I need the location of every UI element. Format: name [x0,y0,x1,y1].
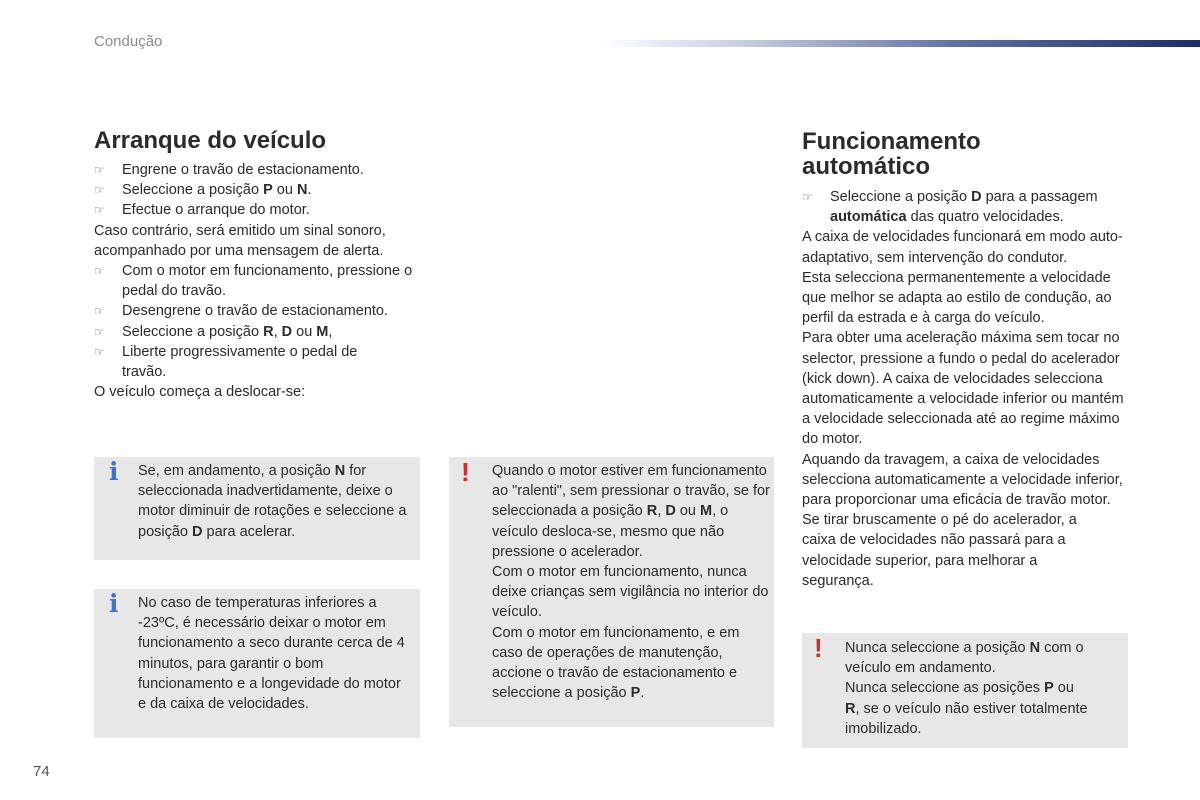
header-section-title: Condução [94,33,163,50]
section-heading-automatic: Funcionamento automático [802,128,981,180]
note-text: Com o motor em funcionamento, e em caso de operações de manutenção, accione o travão de estacionamento e seleccione a posição P. [492,624,740,702]
note-text: Se, em andamento, a posição N for seleccionada inadvertidamente, deixe o motor diminuir de rotações e seleccione a posição D para acelerar. [138,463,407,540]
info-note-neutral [94,457,420,560]
exclamation-icon: ! [461,457,470,487]
paragraph: O veículo começa a deslocar-se: [94,384,306,401]
paragraph: Para obter uma aceleração máxima sem tocar no selector, pressione a fundo o pedal do acelerador (kick down). A caixa de velocidades selecciona automaticamente a velocidade inferior ou mantém a velocidade seleccionada até ao regime máximo do motor. [802,330,1124,448]
paragraph: Esta selecciona permanentemente a velocidade que melhor se adapta ao estilo de condução, ao perfil da estrada e à carga do veículo. [802,269,1112,327]
pointing-hand-icon: ☞ [94,183,105,198]
note-text: Nunca seleccione as posições P ou R, se o veículo não estiver totalmente imobilizado. [845,680,1088,737]
list-item: ☞ Desengrene o travão de estacionamento. [94,301,426,321]
warning-note-never [802,633,1128,748]
pointing-hand-icon: ☞ [94,163,105,177]
info-icon: i [109,589,119,618]
note-text: Quando o motor estiver em funcionamento ao "ralenti", sem pressionar o travão, se for seleccionada a posição R, D ou M, o veículo desloca-se, mesmo que não pressione o acelerador. [492,463,770,560]
paragraph: A caixa de velocidades funcionará em modo auto-adaptativo, sem intervenção do condutor. [802,229,1123,266]
note-text: Com o motor em funcionamento, nunca deixe crianças sem vigilância no interior do veículo. [492,564,769,621]
list-item: ☞ Seleccione a posição R, D ou M, [94,322,426,342]
list-item: ☞ Liberte progressivamente o pedal de travão. [94,343,358,381]
list-item: ☞ Com o motor em funcionamento, pressione o pedal do travão. [94,263,413,300]
info-icon: i [109,457,119,486]
list-item: ☞ Seleccione a posição P ou N. [94,180,426,200]
section-heading-starting: Arranque do veículo [94,127,327,154]
pointing-hand-icon: ☞ [94,324,105,339]
note-text: Nunca seleccione a posição N com o veículo em andamento. [845,640,1084,677]
list-item: ☞ Engrene o travão de estacionamento. [94,160,426,180]
paragraph: Caso contrário, será emitido um sinal sonoro, acompanhado por uma mensagem de alerta. [94,222,386,259]
paragraph: Aquando da travagem, a caixa de velocidades selecciona automaticamente a velocidade inferior, para proporcionar uma eficácia de travão motor. [802,451,1123,509]
header-gradient-bar [600,40,1200,47]
warning-note-idle [449,457,774,727]
pointing-hand-icon: ☞ [94,264,105,279]
left-column [94,128,426,402]
note-text: No caso de temperaturas inferiores a -23ºC, é necessário deixar o motor em funcionamento a seco durante cerca de 4 minutos, para garantir o bom funcionamento e a longevidade do motor e da caixa de velocidades. [138,595,405,713]
list-item: ☞ Efectue o arranque do motor. [94,200,426,220]
exclamation-icon: ! [814,633,823,663]
paragraph: Se tirar bruscamente o pé do acelerador, a caixa de velocidades não passará para a velocidade superior, para melhorar a segurança. [802,512,1077,589]
pointing-hand-icon: ☞ [94,344,105,359]
pointing-hand-icon: ☞ [94,304,105,319]
pointing-hand-icon: ☞ [802,190,813,204]
pointing-hand-icon: ☞ [94,203,105,218]
list-item: ☞ Seleccione a posição D para a passagem automática das quatro velocidades. [802,189,1098,226]
info-note-cold [94,589,420,738]
right-column [802,129,1132,591]
page-number: 74 [33,763,50,780]
